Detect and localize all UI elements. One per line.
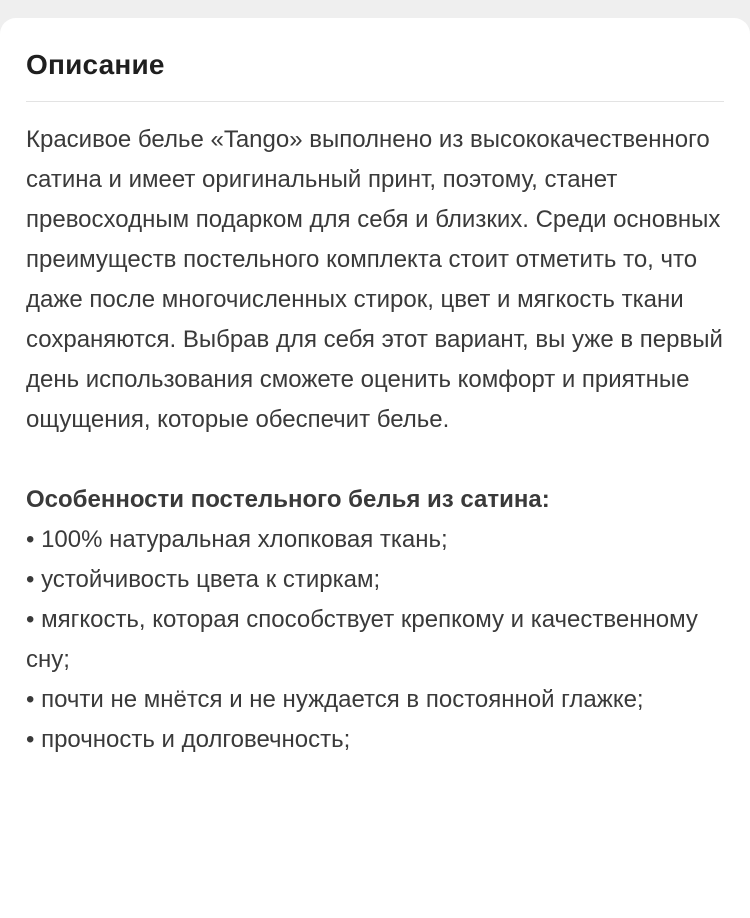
features-list [26,520,726,760]
list-item: • прочность и долговечность; [26,726,351,753]
list-item: • почти не мнётся и не нуждается в постоянной глажке; [26,686,644,713]
list-item: • мягкость, которая способствует крепкому и качественному сну; [26,606,698,673]
description-card [0,18,750,918]
list-item: • устойчивость цвета к стиркам; [26,566,381,593]
title-divider [26,101,724,102]
section-title: Описание [26,49,165,80]
description-text: Красивое белье «Tango» выполнено из высококачественного сатина и имеет оригинальный принт, поэтому, станет превосходным подарком для себя и близких. Среди основных преимуществ постельного комплекта стоит отметить то, что даже после многочисленных стирок, цвет и мягкость ткани сохраняются. Выбрав для себя этот вариант, вы уже в первый день использования сможете оценить комфорт и приятные ощущения, которые обеспечит белье. [26,126,723,433]
list-item: • 100% натуральная хлопковая ткань; [26,526,448,553]
features-title: Особенности постельного белья из сатина: [26,486,550,513]
